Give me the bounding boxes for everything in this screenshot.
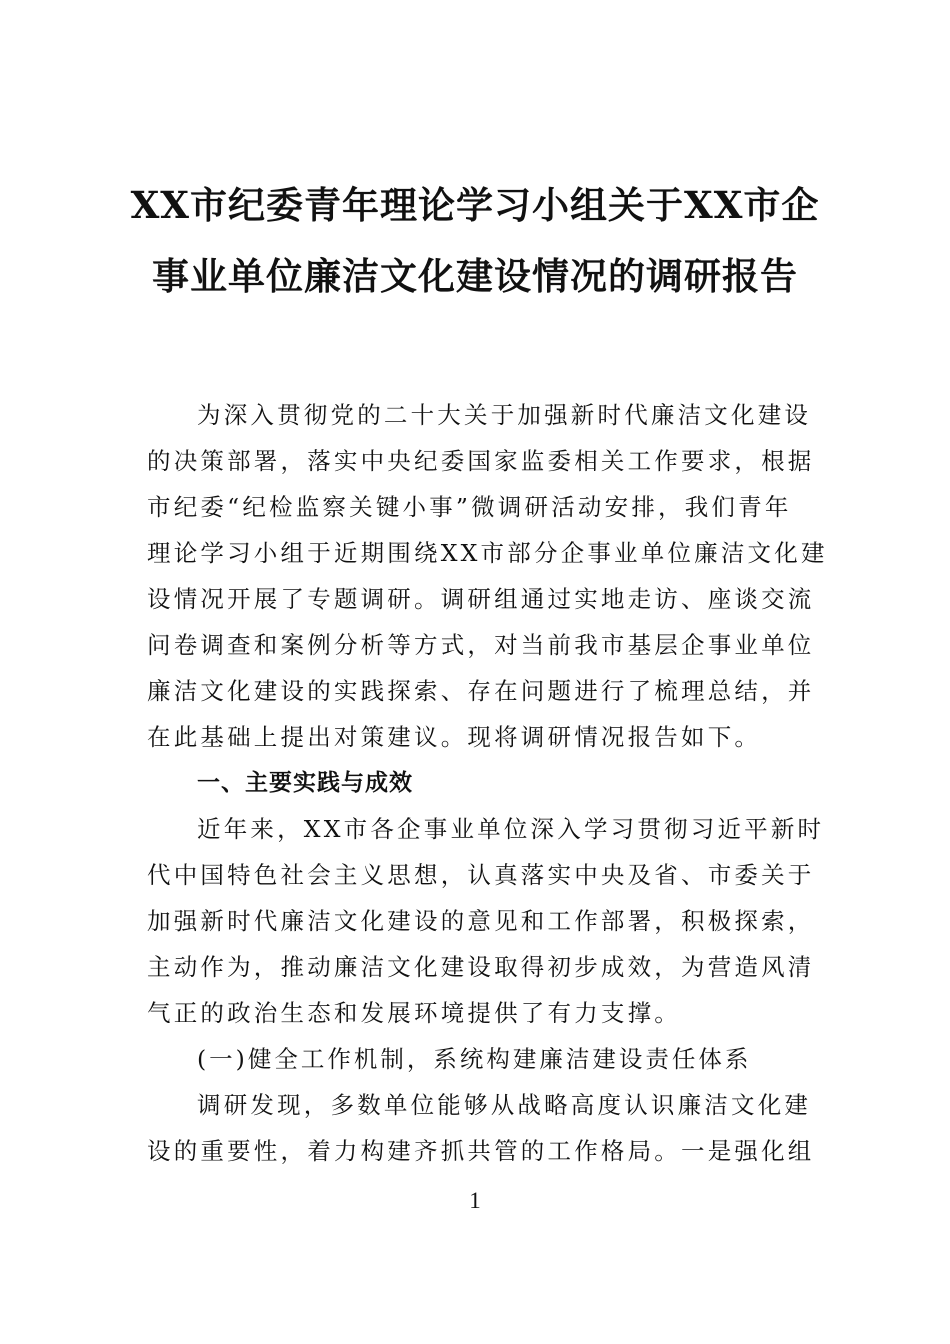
text-line: 近年来，XX市各企事业单位深入学习贯彻习近平新时 [197,815,825,843]
text-line: 在此基础上提出对策建议。现将调研情况报告如下。 [147,723,762,751]
text-line: 设的重要性，着力构建齐抓共管的工作格局。一是强化组 [147,1137,815,1165]
title-line-1: XX市纪委青年理论学习小组关于XX市企 [130,183,820,227]
section-heading: 一、主要实践与成效 [197,770,413,796]
document-body [147,392,828,1174]
text-line: 设情况开展了专题调研。调研组通过实地走访、座谈交流 [147,585,815,613]
section-paragraph [147,806,825,1036]
page-number: 1 [469,1188,481,1213]
subsection-paragraph [147,1082,815,1174]
text-line: 为深入贯彻党的二十大关于加强新时代廉洁文化建设 [197,401,812,429]
title-line-2: 事业单位廉洁文化建设情况的调研报告 [152,254,798,298]
text-line: 市纪委“纪检监察关键小事”微调研活动安排，我们青年 [147,493,792,521]
intro-paragraph [147,392,828,760]
subsection-heading: (一)健全工作机制，系统构建廉洁建设责任体系 [197,1045,752,1073]
text-line: 的决策部署，落实中央纪委国家监委相关工作要求，根据 [147,447,815,475]
text-line: 问卷调查和案例分析等方式，对当前我市基层企事业单位 [147,631,815,659]
document-title [0,170,950,312]
text-line: 加强新时代廉洁文化建设的意见和工作部署，积极探索， [147,907,815,935]
text-line: 气正的政治生态和发展环境提供了有力支撑。 [147,999,681,1027]
text-line: 代中国特色社会主义思想，认真落实中央及省、市委关于 [147,861,815,889]
text-line: 主动作为，推动廉洁文化建设取得初步成效，为营造风清 [147,953,815,981]
text-line: 廉洁文化建设的实践探索、存在问题进行了梳理总结，并 [147,677,815,705]
text-line: 调研发现，多数单位能够从战略高度认识廉洁文化建 [197,1091,812,1119]
text-line: 理论学习小组于近期围绕XX市部分企事业单位廉洁文化建 [147,539,828,567]
